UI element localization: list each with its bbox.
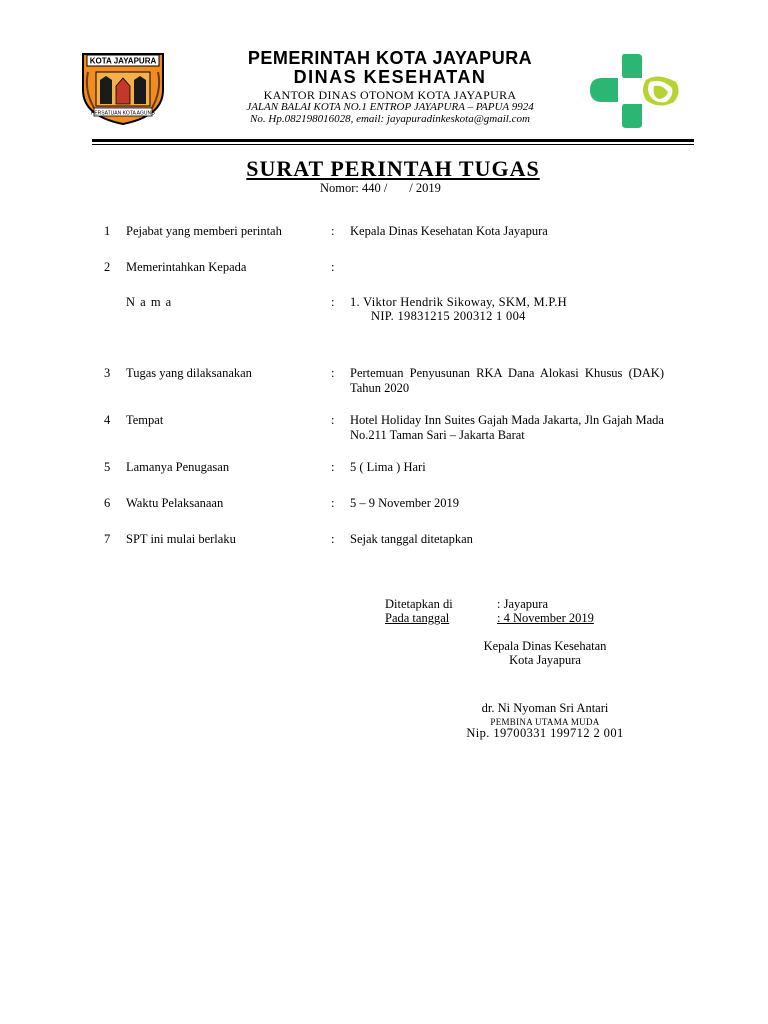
item-label: Pejabat yang memberi perintah (126, 224, 282, 238)
signatory-position: Kepala Dinas Kesehatan (483, 639, 607, 653)
document-title: SURAT PERINTAH TUGAS (246, 156, 540, 181)
item-label: SPT ini mulai berlaku (126, 532, 236, 546)
item-colon: : (331, 460, 335, 474)
signatory-office: Kota Jayapura (509, 653, 581, 667)
emblem-motto-text: PERSATUAN KOTA AGUNG (91, 110, 155, 117)
document-number: Nomor: 440 / / 2019 (320, 181, 441, 195)
item-number: 1 (104, 224, 111, 238)
item-colon: : (331, 295, 335, 309)
assignee-nip: NIP. 19831215 200312 1 004 (371, 309, 526, 323)
letterhead-office-name: KANTOR DINAS OTONOM KOTA JAYAPURA (263, 88, 517, 102)
item-number: 3 (104, 366, 111, 380)
assignee-name: 1. Viktor Hendrik Sikoway, SKM, M.P.H (350, 295, 567, 309)
letterhead-rule-thick (92, 139, 694, 142)
item-number: 2 (104, 260, 111, 274)
item-label: Waktu Pelaksanaan (126, 496, 224, 510)
letterhead-government-name: PEMERINTAH KOTA JAYAPURA (247, 48, 533, 68)
letterhead-department-name: DINAS KESEHATAN (293, 67, 487, 87)
item-value: Kepala Dinas Kesehatan Kota Jayapura (350, 224, 548, 238)
item-label: Tempat (126, 413, 164, 427)
item-colon: : (331, 260, 335, 274)
item-label: Tugas yang dilaksanakan (126, 366, 252, 380)
item-value: Sejak tanggal ditetapkan (350, 532, 473, 546)
issued-date-label: Pada tanggal (385, 611, 450, 625)
item-number: 5 (104, 460, 111, 474)
item-label: N a m a (126, 295, 173, 309)
signatory-nip: Nip. 19700331 199712 2 001 (466, 726, 624, 740)
item-value: 5 – 9 November 2019 (350, 496, 460, 510)
item-colon: : (331, 496, 335, 510)
letterhead-contact: No. Hp.082198016028, email: jayapuradinkeskota@gmail.com (250, 113, 530, 125)
item-colon: : (331, 366, 335, 380)
issued-date-value: : 4 November 2019 (497, 611, 594, 625)
item-label: Lamanya Penugasan (126, 460, 230, 474)
item-colon: : (331, 224, 335, 238)
item-number: 7 (104, 532, 111, 546)
item-value: Hotel Holiday Inn Suites Gajah Mada Jakarta, Jln Gajah Mada No.211 Taman Sari – Jakarta Barat (350, 413, 664, 442)
item-value: 5 ( Lima ) Hari (350, 460, 426, 474)
signatory-name: dr. Ni Nyoman Sri Antari (481, 701, 609, 715)
item-colon: : (331, 413, 335, 427)
item-value: Pertemuan Penyusunan RKA Dana Alokasi Khusus (DAK) Tahun 2020 (350, 366, 664, 395)
issued-at-label: Ditetapkan di (385, 597, 453, 611)
emblem-banner-text: KOTA JAYAPURA (89, 56, 157, 66)
item-colon: : (331, 532, 335, 546)
signatory-rank: PEMBINA UTAMA MUDA (490, 717, 600, 727)
item-number: 4 (104, 413, 111, 427)
item-label: Memerintahkan Kepada (126, 260, 247, 274)
letterhead-rule-thin (92, 144, 694, 145)
letterhead-address: JALAN BALAI KOTA NO.1 ENTROP JAYAPURA – PAPUA 9924 (246, 101, 534, 113)
item-number: 6 (104, 496, 111, 510)
issued-at-value: : Jayapura (497, 597, 549, 611)
